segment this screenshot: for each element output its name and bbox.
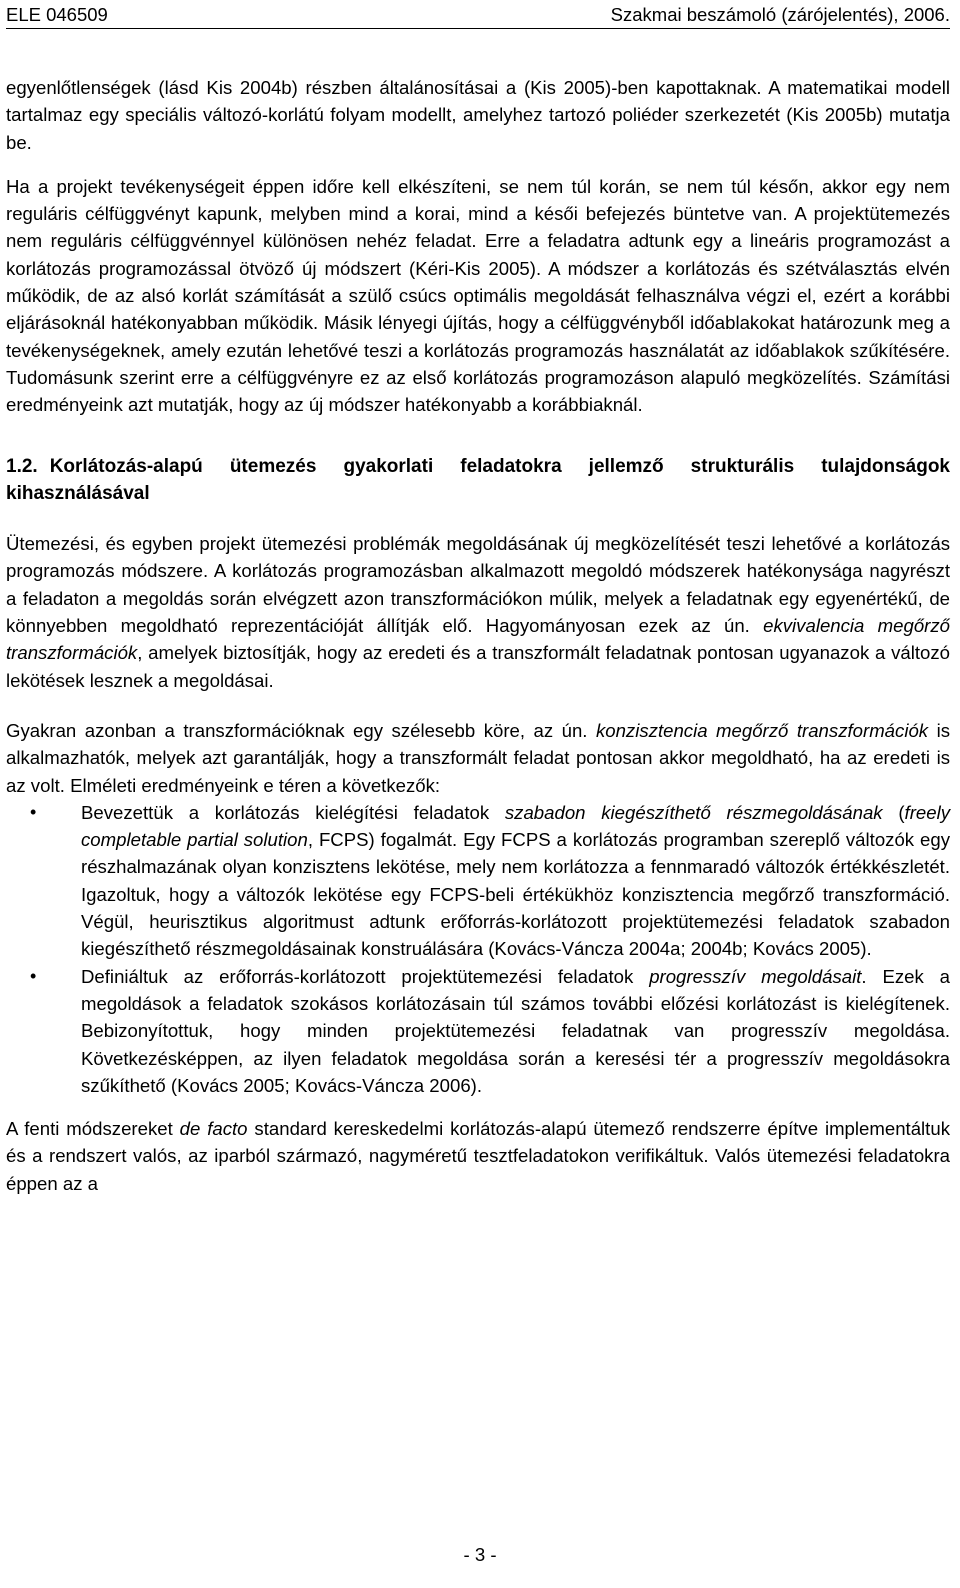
list-item	[6, 799, 950, 963]
page-header	[6, 2, 950, 29]
section-number: 1.2.	[6, 455, 38, 477]
paragraph-1: egyenlőtlenségek (lásd Kis 2004b) részben általánosításai a (Kis 2005)-ben kapottaknak. A matematikai modell tartalmaz egy speciális változó-korlátú folyam modellt, amelyhez tartozó poliéder szerkezetét (Kis 2005b) mutatja be.	[6, 77, 950, 153]
paragraph-4-italic: konzisztencia megőrző transzformációk	[595, 719, 929, 741]
list-item-italic: freely completable partial solution	[81, 801, 950, 851]
paragraph-3	[6, 530, 950, 694]
list-item	[6, 963, 950, 1099]
paragraph-2: Ha a projekt tevékenységeit éppen időre kell elkészíteni, se nem túl korán, se nem túl későn, akkor egy nem reguláris célfüggvényt kapunk, melyben mind a korai, mind a késői befejezés büntetve van. A projektütemezés nem reguláris célfüggvénnyel különösen nehéz feladat. Erre a feladatra adtunk egy a lineáris programozást a korlátozás programozással ötvöző új módszert (Kéri-Kis 2005). A módszer a korlátozás és szétválasztás elvén működik, de az alsó korlát számítását a szülő csúcs optimális megoldását felhasználva végzi el, ezért a korábbi eljárásoknál hatékonyabban működik. Másik lényegi újítás, hogy a célfüggvényből időablakokat határozunk meg a tevékenységeknek, amely ezután lehetővé teszi a korlátozás programozás használatát az időablakok szűkítésére. Tudomásunk szerint erre a célfüggvényre ez az első korlátozás programozáson alapuló megközelítés. Számítási eredményeink azt mutatják, hogy az új módszer hatékonyabb a korábbiaknál.	[6, 175, 950, 416]
paragraph-4	[6, 717, 950, 799]
page-number: - 3 -	[463, 1544, 497, 1565]
results-list	[6, 799, 950, 1099]
section-title: Korlátozás-alapú ütemezés gyakorlati feladatokra jellemző strukturális tulajdonságok kihasználásával	[6, 455, 950, 504]
list-item-text: Bevezettük a korlátozás kielégítési feladatok	[81, 801, 505, 823]
paragraph-3-text: Ütemezési, és egyben projekt ütemezési problémák megoldásának új megközelítését teszi lehetővé a korlátozás programozás módszere. A korlátozás programozásban alkalmazott megoldó módszerek hatékonysága nagyrészt a feladaton a megoldás során elvégzett azon transzformációkon múlik, melyek a feladatnak egy egyenértékű, de könnyebben megoldható reprezentációját állítják elő. Hagyományosan ezek az ún.	[6, 533, 950, 637]
paragraph-3-italic: ekvivalencia megőrző transzformációk	[6, 615, 950, 664]
list-item-text: , FCPS) fogalmát. Egy FCPS a korlátozás programban szereplő változók egy részhalmazának olyan konzisztens lekötése, mely nem korlátozza a fennmaradó változók értékkészletét. Igazoltuk, hogy a változók lekötése egy FCPS-beli értékükhöz konzisztencia megőrző transzformáció. Végül, heurisztikus algoritmust adtunk erőforrás-korlátozott projektütemezési feladatok szabadon kiegészíthető részmegoldásainak konstruálására (Kovács-Váncza 2004a; 2004b; Kovács 2005).	[81, 829, 951, 960]
list-item-text: . Ezek a megoldások a feladatok szokásos korlátozásain túl számos további előzési korlátozást is kielégítenek. Bebizonyítottuk, hogy minden projektütemezési feladatnak van progresszív megoldása. Következésképpen, az ilyen feladatok megoldása során a keresési tér a progresszív megoldásokra szűkíthető (Kovács 2005; Kovács-Váncza 2006).	[81, 965, 950, 1096]
header-report-title: Szakmai beszámoló (zárójelentés), 2006.	[610, 4, 950, 25]
paragraph-5-text-end: standard kereskedelmi korlátozás-alapú ütemező rendszerre építve implementáltuk és a rendszert valós, az iparból származó, nagyméretű tesztfeladatokon verifikáltuk. Valós ütemezési feladatokra éppen az a	[6, 1118, 950, 1194]
paragraph-4-text-end: is alkalmazhatók, melyek azt garantálják, hogy a transzformált feladat pontosan akkor megoldható, ha az eredeti is az volt. Elméleti eredményeink e téren a következők:	[6, 719, 950, 796]
section-heading	[6, 453, 950, 508]
bullet-icon: •	[30, 965, 37, 986]
document-body	[6, 74, 950, 1197]
list-item-italic: szabadon kiegészíthető részmegoldásának	[504, 801, 883, 823]
paragraph-4-text: Gyakran azonban a transzformációknak egy szélesebb köre, az ún.	[6, 719, 596, 741]
list-item-italic: progresszív megoldásait	[649, 965, 862, 987]
paragraph-3-text-end: , amelyek biztosítják, hogy az eredeti és a transzformált feladatnak pontosan ugyanazok a változó lekötések lesznek a megoldásai.	[6, 642, 950, 691]
paragraph-5-text: A fenti módszereket	[6, 1118, 180, 1140]
bullet-icon: •	[30, 801, 37, 822]
list-item-text: Definiáltuk az erőforrás-korlátozott projektütemezési feladatok	[81, 965, 650, 987]
paragraph-5-italic: de facto	[179, 1118, 248, 1140]
header-project-id: ELE 046509	[6, 4, 108, 25]
list-item-text: (	[882, 801, 905, 823]
paragraph-5	[6, 1115, 950, 1197]
